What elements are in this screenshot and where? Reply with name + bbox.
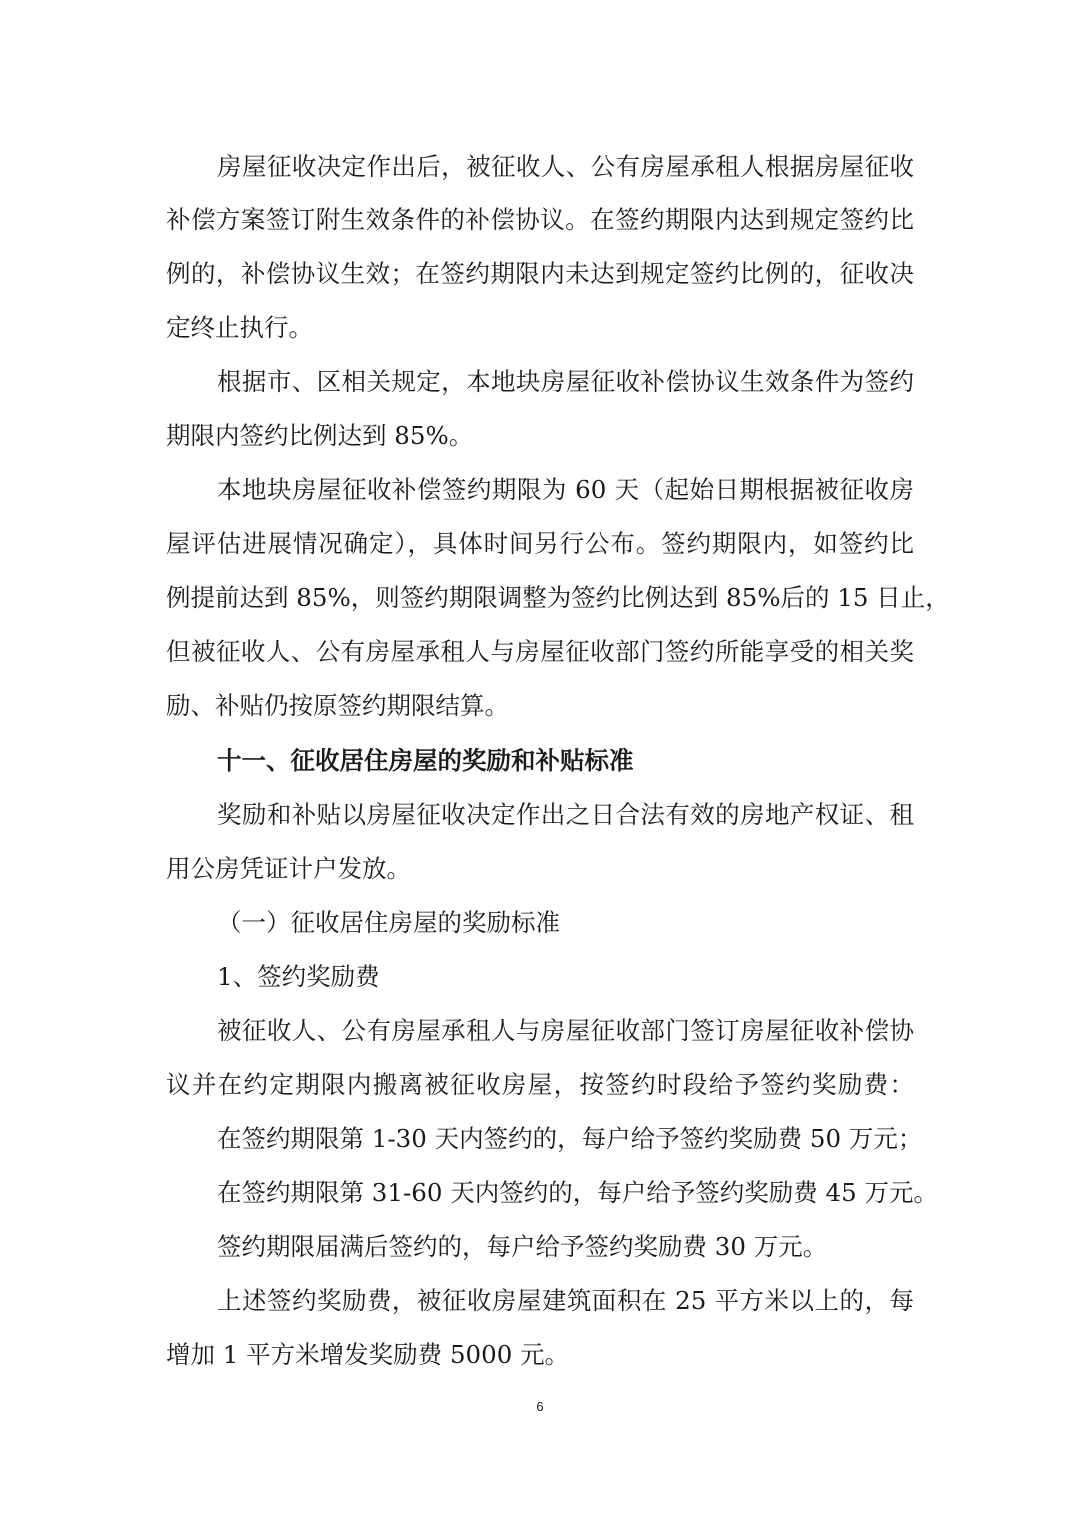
paragraph-line: 例的，补偿协议生效；在签约期限内未达到规定签约比例的，征收决: [166, 259, 914, 288]
item-heading: 1、签约奖励费: [217, 962, 380, 991]
section-heading: 十一、征收居住房屋的奖励和补贴标准: [217, 746, 634, 775]
paragraph-line: 例提前达到 85%，则签约期限调整为签约比例达到 85%后的 15 日止，: [166, 583, 950, 612]
paragraph-line: 议并在约定期限内搬离被征收房屋，按签约时段给予签约奖励费：: [166, 1070, 914, 1099]
paragraph-line: 定终止执行。: [166, 313, 313, 342]
paragraph-line: 根据市、区相关规定，本地块房屋征收补偿协议生效条件为签约: [217, 367, 914, 396]
paragraph-line: 屋评估进展情况确定），具体时间另行公布。签约期限内，如签约比: [166, 529, 914, 558]
paragraph-line: 用公房凭证计户发放。: [166, 854, 411, 883]
paragraph-line: 增加 1 平方米增发奖励费 5000 元。: [166, 1340, 570, 1369]
paragraph-line: 上述签约奖励费，被征收房屋建筑面积在 25 平方米以上的，每: [217, 1286, 914, 1315]
page-number: 6: [536, 1399, 544, 1414]
subsection-heading: （一）征收居住房屋的奖励标准: [217, 908, 560, 937]
paragraph-line: 奖励和补贴以房屋征收决定作出之日合法有效的房地产权证、租: [217, 800, 914, 829]
paragraph-line: 在签约期限第 1-30 天内签约的，每户给予签约奖励费 50 万元；: [217, 1124, 923, 1153]
paragraph-line: 期限内签约比例达到 85%。: [166, 421, 474, 450]
paragraph-line: 被征收人、公有房屋承租人与房屋征收部门签订房屋征收补偿协: [217, 1016, 914, 1045]
paragraph-line: 本地块房屋征收补偿签约期限为 60 天（起始日期根据被征收房: [217, 475, 914, 504]
paragraph-line: 签约期限届满后签约的，每户给予签约奖励费 30 万元。: [217, 1232, 828, 1261]
paragraph-line: 但被征收人、公有房屋承租人与房屋征收部门签约所能享受的相关奖: [166, 637, 914, 666]
paragraph-line: 补偿方案签订附生效条件的补偿协议。在签约期限内达到规定签约比: [166, 205, 914, 234]
paragraph-line: 在签约期限第 31-60 天内签约的，每户给予签约奖励费 45 万元。: [217, 1178, 938, 1207]
paragraph-line: 房屋征收决定作出后，被征收人、公有房屋承租人根据房屋征收: [217, 152, 914, 181]
paragraph-line: 励、补贴仍按原签约期限结算。: [166, 691, 509, 720]
